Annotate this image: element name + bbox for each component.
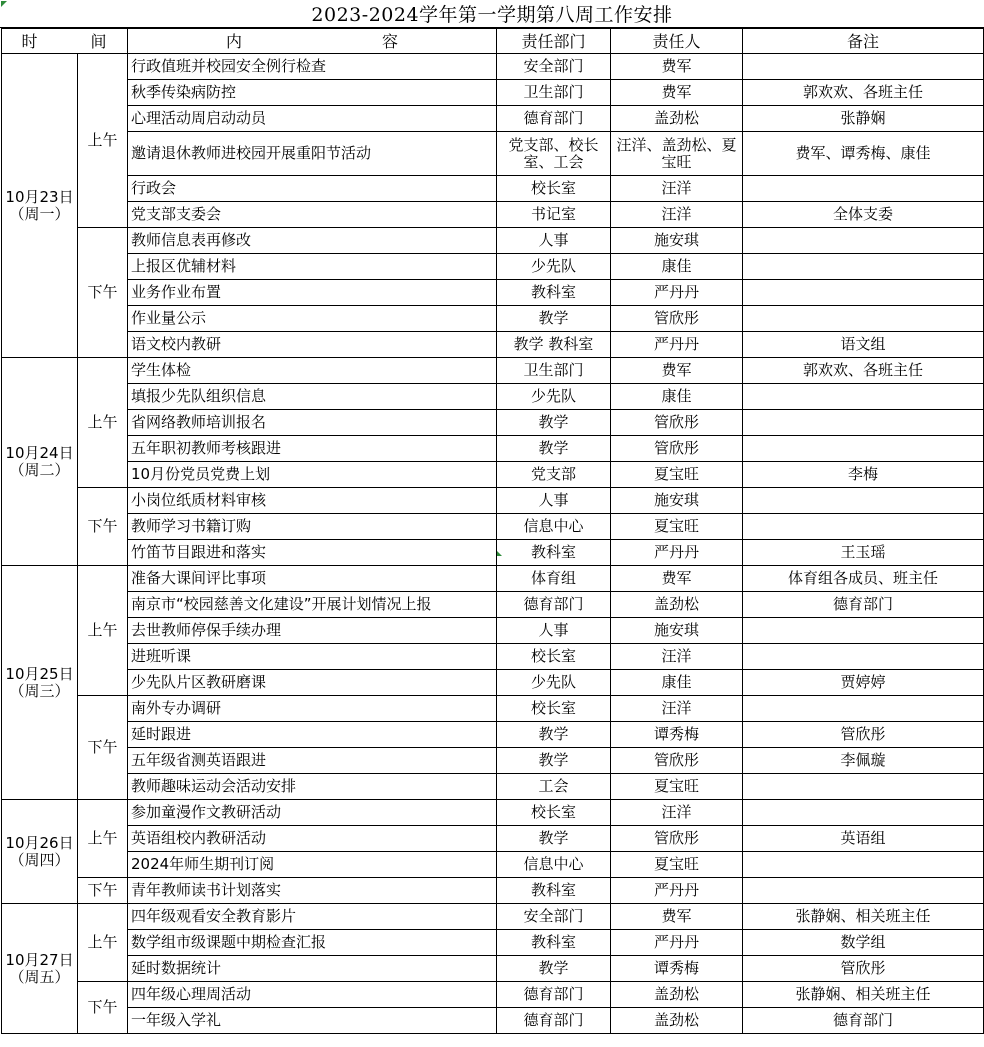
period-am-cell: 上午 <box>78 54 128 228</box>
task-person: 施安琪 <box>611 228 743 254</box>
task-content: 作业量公示 <box>128 306 497 332</box>
day-weekday: （周三） <box>9 681 70 700</box>
task-person: 管欣彤 <box>611 306 743 332</box>
task-notes: 英语组 <box>743 826 984 852</box>
period-am-cell: 上午 <box>78 904 128 982</box>
page-title: 2023-2024学年第一学期第八周工作安排 <box>311 4 673 26</box>
task-person: 施安琪 <box>611 618 743 644</box>
task-notes <box>743 774 984 800</box>
task-dept: 人事 <box>497 618 611 644</box>
table-row <box>2 618 984 644</box>
task-dept: 信息中心 <box>497 852 611 878</box>
table-row <box>2 514 984 540</box>
table-row <box>2 748 984 774</box>
table-row <box>2 670 984 696</box>
task-notes: 体育组各成员、班主任 <box>743 566 984 592</box>
task-notes: 德育部门 <box>743 1008 984 1034</box>
task-person: 管欣彤 <box>611 436 743 462</box>
task-content: 10月份党员党费上划 <box>128 462 497 488</box>
day-cell <box>2 904 78 1034</box>
task-person: 汪洋 <box>611 696 743 722</box>
table-row <box>2 540 984 566</box>
task-content: 秋季传染病防控 <box>128 80 497 106</box>
task-content: 邀请退休教师进校园开展重阳节活动 <box>128 132 497 176</box>
task-notes <box>743 852 984 878</box>
task-dept: 书记室 <box>497 202 611 228</box>
table-row <box>2 358 984 384</box>
task-content: 行政值班并校园安全例行检查 <box>128 54 497 80</box>
task-person: 康佳 <box>611 254 743 280</box>
task-dept: 少先队 <box>497 254 611 280</box>
task-dept: 教科室 <box>497 540 611 566</box>
task-dept: 德育部门 <box>497 106 611 132</box>
task-dept: 教学 <box>497 826 611 852</box>
task-person: 汪洋 <box>611 800 743 826</box>
task-dept: 教科室 <box>497 280 611 306</box>
table-row <box>2 826 984 852</box>
task-person: 费军 <box>611 566 743 592</box>
task-content: 业务作业布置 <box>128 280 497 306</box>
day-date: 10月26日 <box>5 833 74 852</box>
day-date: 10月25日 <box>5 664 74 683</box>
day-date: 10月23日 <box>5 187 74 206</box>
table-row <box>2 306 984 332</box>
task-notes <box>743 306 984 332</box>
task-notes: 全体支委 <box>743 202 984 228</box>
task-content: 南京市“校园慈善文化建设”开展计划情况上报 <box>128 592 497 618</box>
task-dept: 党支部 <box>497 462 611 488</box>
task-content: 数学组市级课题中期检查汇报 <box>128 930 497 956</box>
task-dept: 教学 <box>497 306 611 332</box>
table-row <box>2 592 984 618</box>
task-notes <box>743 618 984 644</box>
table-row <box>2 722 984 748</box>
task-notes <box>743 436 984 462</box>
task-person: 夏宝旺 <box>611 774 743 800</box>
schedule-table <box>1 28 984 1034</box>
table-row <box>2 384 984 410</box>
task-person: 管欣彤 <box>611 826 743 852</box>
task-content: 上报区优辅材料 <box>128 254 497 280</box>
day-date: 10月27日 <box>5 950 74 969</box>
task-person: 费军 <box>611 54 743 80</box>
cell-comment-marker <box>497 551 502 556</box>
task-content: 参加童漫作文教研活动 <box>128 800 497 826</box>
task-notes: 德育部门 <box>743 592 984 618</box>
day-weekday: （周四） <box>9 850 70 869</box>
task-content: 行政会 <box>128 176 497 202</box>
period-pm-cell: 下午 <box>78 228 128 358</box>
header-time-b: 间 <box>90 31 108 51</box>
task-notes: 张静娴、相关班主任 <box>743 904 984 930</box>
task-notes: 管欣彤 <box>743 722 984 748</box>
task-dept: 党支部、校长室、工会 <box>497 132 611 176</box>
task-notes <box>743 644 984 670</box>
task-notes: 李佩璇 <box>743 748 984 774</box>
period-pm-cell: 下午 <box>78 696 128 800</box>
period-am-cell: 上午 <box>78 566 128 696</box>
task-dept: 校长室 <box>497 696 611 722</box>
task-content: 五年级省测英语跟进 <box>128 748 497 774</box>
task-dept: 教学 <box>497 748 611 774</box>
header-content-a: 内 <box>225 31 242 51</box>
task-content: 教师趣味运动会活动安排 <box>128 774 497 800</box>
task-dept: 德育部门 <box>497 1008 611 1034</box>
task-person: 汪洋、盖劲松、夏宝旺 <box>611 132 743 176</box>
task-dept: 工会 <box>497 774 611 800</box>
table-row <box>2 930 984 956</box>
task-person: 盖劲松 <box>611 592 743 618</box>
task-notes <box>743 176 984 202</box>
table-row <box>2 956 984 982</box>
task-content: 教师学习书籍订购 <box>128 514 497 540</box>
task-notes: 郭欢欢、各班主任 <box>743 358 984 384</box>
task-dept: 德育部门 <box>497 592 611 618</box>
task-person: 康佳 <box>611 384 743 410</box>
task-person: 严丹丹 <box>611 930 743 956</box>
task-notes <box>743 228 984 254</box>
task-person: 夏宝旺 <box>611 852 743 878</box>
task-content: 学生体检 <box>128 358 497 384</box>
task-notes <box>743 800 984 826</box>
task-notes: 郭欢欢、各班主任 <box>743 80 984 106</box>
task-content: 党支部支委会 <box>128 202 497 228</box>
task-notes: 费军、谭秀梅、康佳 <box>743 132 984 176</box>
task-content: 去世教师停保手续办理 <box>128 618 497 644</box>
table-row <box>2 280 984 306</box>
task-person: 夏宝旺 <box>611 514 743 540</box>
task-dept: 卫生部门 <box>497 358 611 384</box>
table-row <box>2 774 984 800</box>
period-pm-cell: 下午 <box>78 878 128 904</box>
task-notes <box>743 878 984 904</box>
task-notes: 贾婷婷 <box>743 670 984 696</box>
table-row <box>2 800 984 826</box>
task-person: 严丹丹 <box>611 878 743 904</box>
task-dept: 安全部门 <box>497 54 611 80</box>
table-row <box>2 982 984 1008</box>
task-content: 填报少先队组织信息 <box>128 384 497 410</box>
task-notes: 王玉瑶 <box>743 540 984 566</box>
task-dept: 卫生部门 <box>497 80 611 106</box>
task-content: 2024年师生期刊订阅 <box>128 852 497 878</box>
task-dept: 安全部门 <box>497 904 611 930</box>
task-notes <box>743 384 984 410</box>
task-dept: 信息中心 <box>497 514 611 540</box>
period-am-cell: 上午 <box>78 358 128 488</box>
task-person: 严丹丹 <box>611 332 743 358</box>
task-content: 教师信息表再修改 <box>128 228 497 254</box>
task-dept: 校长室 <box>497 644 611 670</box>
table-row <box>2 904 984 930</box>
header-row <box>2 29 984 54</box>
task-dept: 人事 <box>497 228 611 254</box>
table-row <box>2 878 984 904</box>
task-dept: 教科室 <box>497 930 611 956</box>
day-weekday: （周五） <box>9 967 70 986</box>
table-row <box>2 644 984 670</box>
task-notes: 李梅 <box>743 462 984 488</box>
task-content: 四年级观看安全教育影片 <box>128 904 497 930</box>
task-content: 延时数据统计 <box>128 956 497 982</box>
task-person: 夏宝旺 <box>611 462 743 488</box>
task-notes: 张静娴 <box>743 106 984 132</box>
table-row <box>2 202 984 228</box>
task-content: 语文校内教研 <box>128 332 497 358</box>
task-notes: 管欣彤 <box>743 956 984 982</box>
task-dept: 教科室 <box>497 878 611 904</box>
task-content: 省网络教师培训报名 <box>128 410 497 436</box>
task-notes: 数学组 <box>743 930 984 956</box>
task-person: 管欣彤 <box>611 748 743 774</box>
task-content: 一年级入学礼 <box>128 1008 497 1034</box>
task-content: 南外专办调研 <box>128 696 497 722</box>
task-person: 汪洋 <box>611 176 743 202</box>
task-notes <box>743 280 984 306</box>
task-dept: 体育组 <box>497 566 611 592</box>
table-row <box>2 410 984 436</box>
task-person: 费军 <box>611 358 743 384</box>
task-content: 小岗位纸质材料审核 <box>128 488 497 514</box>
task-notes: 语文组 <box>743 332 984 358</box>
task-dept: 教学 <box>497 956 611 982</box>
task-notes <box>743 254 984 280</box>
task-dept: 教学 教科室 <box>497 332 611 358</box>
task-notes <box>743 410 984 436</box>
task-person: 盖劲松 <box>611 106 743 132</box>
day-cell <box>2 54 78 358</box>
table-row <box>2 176 984 202</box>
table-row <box>2 488 984 514</box>
header-time <box>2 29 128 54</box>
task-person: 康佳 <box>611 670 743 696</box>
task-person: 谭秀梅 <box>611 722 743 748</box>
task-dept: 教学 <box>497 722 611 748</box>
table-row <box>2 228 984 254</box>
task-content: 四年级心理周活动 <box>128 982 497 1008</box>
table-row <box>2 332 984 358</box>
task-notes <box>743 54 984 80</box>
table-row <box>2 254 984 280</box>
task-notes <box>743 696 984 722</box>
task-notes: 张静娴、相关班主任 <box>743 982 984 1008</box>
task-content: 准备大课间评比事项 <box>128 566 497 592</box>
task-person: 费军 <box>611 80 743 106</box>
table-row <box>2 132 984 176</box>
task-content: 五年职初教师考核跟进 <box>128 436 497 462</box>
period-am-cell: 上午 <box>78 800 128 878</box>
table-row <box>2 462 984 488</box>
period-pm-cell: 下午 <box>78 488 128 566</box>
task-content: 青年教师读书计划落实 <box>128 878 497 904</box>
task-content: 少先队片区教研磨课 <box>128 670 497 696</box>
table-row <box>2 54 984 80</box>
day-cell <box>2 800 78 904</box>
task-notes <box>743 514 984 540</box>
header-content-b: 容 <box>382 31 399 51</box>
task-dept: 少先队 <box>497 384 611 410</box>
task-content: 竹笛节目跟进和落实 <box>128 540 497 566</box>
task-dept: 教学 <box>497 436 611 462</box>
table-row <box>2 566 984 592</box>
task-notes <box>743 488 984 514</box>
task-person: 施安琪 <box>611 488 743 514</box>
table-row <box>2 852 984 878</box>
task-person: 汪洋 <box>611 644 743 670</box>
task-person: 费军 <box>611 904 743 930</box>
task-person: 严丹丹 <box>611 540 743 566</box>
task-person: 盖劲松 <box>611 982 743 1008</box>
day-date: 10月24日 <box>5 443 74 462</box>
day-cell <box>2 358 78 566</box>
task-person: 严丹丹 <box>611 280 743 306</box>
table-row <box>2 106 984 132</box>
day-weekday: （周二） <box>9 460 70 479</box>
table-row <box>2 696 984 722</box>
task-person: 管欣彤 <box>611 410 743 436</box>
task-dept: 少先队 <box>497 670 611 696</box>
header-dept: 责任部门 <box>497 29 611 54</box>
table-row <box>2 80 984 106</box>
period-pm-cell: 下午 <box>78 982 128 1034</box>
task-person: 盖劲松 <box>611 1008 743 1034</box>
task-content: 进班听课 <box>128 644 497 670</box>
table-row <box>2 436 984 462</box>
task-person: 谭秀梅 <box>611 956 743 982</box>
header-content <box>128 29 497 54</box>
task-content: 英语组校内教研活动 <box>128 826 497 852</box>
header-person: 责任人 <box>611 29 743 54</box>
task-dept: 教学 <box>497 410 611 436</box>
task-content: 心理活动周启动动员 <box>128 106 497 132</box>
task-person: 汪洋 <box>611 202 743 228</box>
task-dept: 德育部门 <box>497 982 611 1008</box>
task-content: 延时跟进 <box>128 722 497 748</box>
day-weekday: （周一） <box>9 204 70 223</box>
table-row <box>2 1008 984 1034</box>
header-time-a: 时 <box>21 31 39 51</box>
day-cell <box>2 566 78 800</box>
schedule-body <box>2 29 984 1034</box>
task-dept: 校长室 <box>497 800 611 826</box>
header-notes: 备注 <box>743 29 984 54</box>
task-dept: 校长室 <box>497 176 611 202</box>
task-dept: 人事 <box>497 488 611 514</box>
